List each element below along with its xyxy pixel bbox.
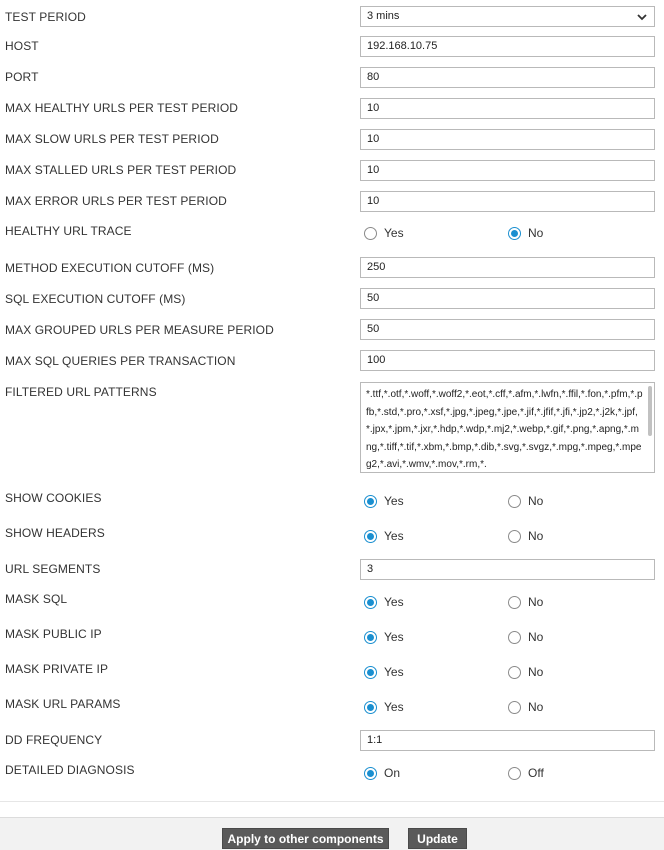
mask-url-params-no-radio[interactable] <box>508 700 543 714</box>
radio-circle <box>508 631 521 644</box>
radio-label: Yes <box>384 665 404 679</box>
radio-circle <box>508 701 521 714</box>
show-headers-label: SHOW HEADERS <box>5 526 105 540</box>
mask-url-params-yes-radio[interactable] <box>364 700 404 714</box>
max-healthy-input[interactable]: 10 <box>360 98 655 119</box>
radio-label: Yes <box>384 494 404 508</box>
mask-public-ip-no-radio[interactable] <box>508 630 543 644</box>
test-period-select[interactable] <box>360 6 655 27</box>
filtered-url-patterns-text: *.ttf,*.otf,*.woff,*.woff2,*.eot,*.cff,*.afm,*.lwfn,*.ffil,*.fon,*.pfm,*.pfb,*.std,*.pro,*.xsf,*.jpg,*.jpeg,*.jpe,*.jif,*.jfif,*.jfi,*.jp2,*.j2k,*.jpf,*.jpx,*.jpm,*.jxr,*.hdp,*.wdp,*.mj2,*.webp,*.gif,*.png,*.apng,*.mng,*.tiff,*.tif,*.xbm,*.bmp,*.dib,*.svg,*.svgz,*.mpg,*.mpeg,*.mpeg2,*.avi,*.wmv,*.mov,*.rm,*. <box>366 389 643 470</box>
max-slow-label: MAX SLOW URLS PER TEST PERIOD <box>5 132 219 146</box>
radio-circle <box>508 767 521 780</box>
radio-circle <box>364 767 377 780</box>
radio-label: No <box>528 630 544 644</box>
host-input[interactable]: 192.168.10.75 <box>360 36 655 57</box>
apply-to-other-components-button[interactable]: Apply to other components <box>222 828 389 849</box>
host-label: HOST <box>5 39 39 53</box>
detailed-diagnosis-on-radio[interactable] <box>364 766 400 780</box>
footer-bar <box>0 817 664 850</box>
radio-circle <box>508 495 521 508</box>
test-period-value: 3 mins <box>367 10 400 22</box>
radio-label: Off <box>528 766 544 780</box>
radio-label: No <box>528 700 544 714</box>
radio-label: On <box>384 766 401 780</box>
mask-url-params-label: MASK URL PARAMS <box>5 697 121 711</box>
radio-label: No <box>528 494 544 508</box>
radio-circle <box>364 227 377 240</box>
show-headers-no-radio[interactable] <box>508 529 543 543</box>
mask-private-ip-label: MASK PRIVATE IP <box>5 662 109 676</box>
detailed-diagnosis-off-radio[interactable] <box>508 766 544 780</box>
max-grouped-input[interactable]: 50 <box>360 319 655 340</box>
mask-private-ip-yes-radio[interactable] <box>364 665 404 679</box>
url-segments-input[interactable]: 3 <box>360 559 655 580</box>
chevron-down-icon <box>636 11 648 23</box>
healthy-trace-no-radio[interactable] <box>508 226 543 240</box>
radio-circle <box>364 495 377 508</box>
radio-label: Yes <box>384 529 404 543</box>
sql-cutoff-input[interactable]: 50 <box>360 288 655 309</box>
max-sql-label: MAX SQL QUERIES PER TRANSACTION <box>5 354 236 368</box>
radio-label: No <box>528 226 544 240</box>
max-error-label: MAX ERROR URLS PER TEST PERIOD <box>5 194 227 208</box>
update-button[interactable]: Update <box>408 828 467 849</box>
method-cutoff-input[interactable]: 250 <box>360 257 655 278</box>
filtered-url-patterns-textarea[interactable] <box>360 382 655 473</box>
test-period-label: TEST PERIOD <box>5 10 86 24</box>
radio-circle <box>508 596 521 609</box>
radio-circle <box>508 227 521 240</box>
radio-circle <box>508 666 521 679</box>
port-label: PORT <box>5 70 39 84</box>
max-error-input[interactable]: 10 <box>360 191 655 212</box>
dd-frequency-input[interactable]: 1:1 <box>360 730 655 751</box>
mask-sql-yes-radio[interactable] <box>364 595 404 609</box>
radio-label: Yes <box>384 595 404 609</box>
max-grouped-label: MAX GROUPED URLS PER MEASURE PERIOD <box>5 323 274 337</box>
radio-circle <box>364 666 377 679</box>
method-cutoff-label: METHOD EXECUTION CUTOFF (MS) <box>5 261 215 275</box>
show-cookies-label: SHOW COOKIES <box>5 491 102 505</box>
sql-cutoff-label: SQL EXECUTION CUTOFF (MS) <box>5 292 186 306</box>
healthy-trace-yes-radio[interactable] <box>364 226 404 240</box>
healthy-url-trace-label: HEALTHY URL TRACE <box>5 224 132 238</box>
radio-circle <box>364 596 377 609</box>
mask-public-ip-yes-radio[interactable] <box>364 630 404 644</box>
textarea-scrollbar[interactable] <box>648 386 652 436</box>
radio-label: Yes <box>384 700 404 714</box>
max-sql-input[interactable]: 100 <box>360 350 655 371</box>
show-headers-yes-radio[interactable] <box>364 529 404 543</box>
radio-label: No <box>528 595 544 609</box>
mask-private-ip-no-radio[interactable] <box>508 665 543 679</box>
max-slow-input[interactable]: 10 <box>360 129 655 150</box>
radio-label: Yes <box>384 630 404 644</box>
show-cookies-yes-radio[interactable] <box>364 494 404 508</box>
max-stalled-label: MAX STALLED URLS PER TEST PERIOD <box>5 163 237 177</box>
max-healthy-label: MAX HEALTHY URLS PER TEST PERIOD <box>5 101 239 115</box>
form-divider <box>0 801 664 802</box>
radio-circle <box>364 631 377 644</box>
radio-label: No <box>528 665 544 679</box>
mask-public-ip-label: MASK PUBLIC IP <box>5 627 102 641</box>
port-input[interactable]: 80 <box>360 67 655 88</box>
show-cookies-no-radio[interactable] <box>508 494 543 508</box>
radio-label: No <box>528 529 544 543</box>
url-segments-label: URL SEGMENTS <box>5 562 101 576</box>
dd-frequency-label: DD FREQUENCY <box>5 733 103 747</box>
max-stalled-input[interactable]: 10 <box>360 160 655 181</box>
radio-circle <box>364 701 377 714</box>
radio-label: Yes <box>384 226 404 240</box>
detailed-diagnosis-label: DETAILED DIAGNOSIS <box>5 763 135 777</box>
mask-sql-no-radio[interactable] <box>508 595 543 609</box>
filtered-url-patterns-label: FILTERED URL PATTERNS <box>5 385 157 399</box>
radio-circle <box>508 530 521 543</box>
radio-circle <box>364 530 377 543</box>
mask-sql-label: MASK SQL <box>5 592 68 606</box>
